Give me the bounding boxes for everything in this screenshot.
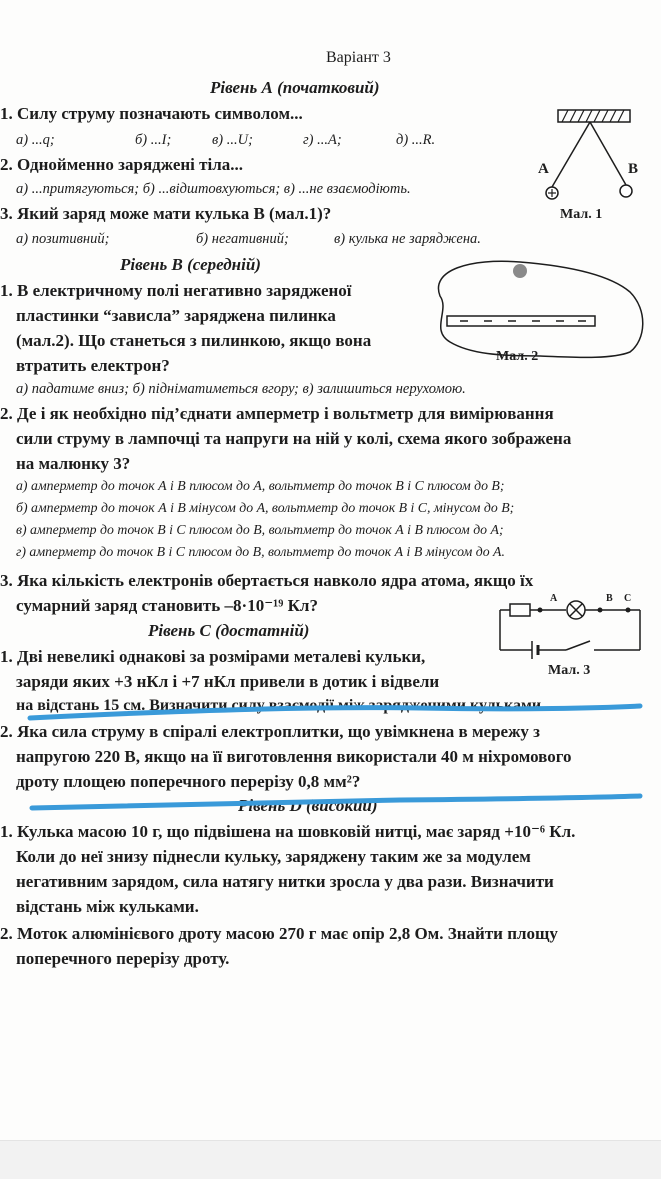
- fig1-label-a: A: [538, 161, 549, 177]
- marker-underline-2: [32, 796, 640, 808]
- fig3-label-b: B: [606, 593, 613, 604]
- b2-option-b: б) амперметр до точок А і В мінусом до А, вольтметр до точок В і С, мінусом до В;: [16, 500, 515, 515]
- a1-option-d: г) ...A;: [303, 132, 342, 148]
- question-d1-line2: Коли до неї знизу піднесли кульку, заряджену таким же за модулем: [16, 847, 531, 866]
- question-c1-line1: 1. Дві невеликі однакові за розмірами металеві кульки,: [0, 647, 426, 666]
- question-d2-line1: 2. Моток алюмінієвого дроту масою 270 г має опір 2,8 Ом. Знайти площу: [0, 924, 558, 943]
- question-b3-line2: сумарний заряд становить –8·10⁻¹⁹ Кл?: [16, 596, 318, 615]
- fig3-label-a: A: [550, 593, 558, 604]
- question-c2-line2: напругою 220 В, якщо на її виготовлення використали 40 м ніхромового: [16, 747, 572, 766]
- a1-option-e: д) ...R.: [396, 132, 436, 148]
- a1-option-a: а) ...q;: [16, 132, 55, 148]
- question-d1-line3: негативним зарядом, сила натягу нитки зросла у два рази. Визначити: [16, 872, 554, 891]
- level-d-heading: Рівень D (високий): [238, 796, 378, 815]
- a2-options: а) ...притягуються; б) ...відштовхуються; в) ...не взаємодіють.: [16, 181, 411, 197]
- question-b2-line3: на малюнку 3?: [16, 454, 131, 473]
- level-a-heading: Рівень А (початковий): [210, 78, 380, 97]
- fig1-label-b: B: [628, 161, 639, 177]
- question-d1-line4: відстань між кульками.: [16, 897, 199, 916]
- b2-option-c: в) амперметр до точок В і С плюсом до В, вольтметр до точок А і В плюсом до А;: [16, 522, 504, 537]
- variant-title: Варіант 3: [326, 49, 391, 66]
- a3-option-c: в) кулька не заряджена.: [334, 231, 481, 247]
- b1-options: а) падатиме вниз; б) підніматиметься вгору; в) залишиться нерухомою.: [16, 381, 466, 397]
- screen-footer: [0, 1140, 661, 1179]
- question-c2-line3: дроту площею поперечного перерізу 0,8 мм²?: [16, 772, 361, 791]
- b2-option-d: г) амперметр до точок В і С плюсом до В, вольтметр до точок А і В мінусом до А.: [16, 544, 505, 559]
- question-b1-line1: 1. В електричному полі негативно зарядженої: [0, 281, 352, 300]
- question-c2-line1: 2. Яка сила струму в спіралі електроплитки, що увімкнена в мережу з: [0, 722, 540, 741]
- level-c-heading: Рівень С (достатній): [148, 621, 310, 640]
- question-b1-line2: пластинки “зависла” заряджена пилинка: [16, 306, 336, 325]
- question-a1: 1. Силу струму позначають символом...: [0, 104, 303, 123]
- question-b1-line4: втратить електрон?: [16, 356, 170, 375]
- question-b1-line3: (мал.2). Що станеться з пилинкою, якщо вона: [16, 331, 372, 350]
- a1-option-b: б) ...I;: [135, 132, 172, 148]
- question-d2-line2: поперечного перерізу дроту.: [16, 949, 230, 968]
- a3-option-b: б) негативний;: [196, 231, 289, 247]
- question-b2-line1: 2. Де і як необхідно під’єднати амперметр і вольтметр для вимірювання: [0, 404, 554, 423]
- question-a3: 3. Який заряд може мати кулька В (мал.1)?: [0, 204, 332, 223]
- question-a2: 2. Однойменно заряджені тіла...: [0, 155, 244, 174]
- a3-option-a: а) позитивний;: [16, 231, 110, 247]
- question-d1-line1: 1. Кулька масою 10 г, що підвішена на шовковій нитці, має заряд +10⁻⁶ Кл.: [0, 822, 576, 841]
- b2-option-a: а) амперметр до точок А і В плюсом до А, вольтметр до точок В і С плюсом до В;: [16, 478, 505, 493]
- level-b-heading: Рівень В (середній): [120, 255, 261, 274]
- fig2-caption: Мал. 2: [496, 349, 539, 364]
- question-b3-line1: 3. Яка кількість електронів обертається навколо ядра атома, якщо їх: [0, 571, 534, 590]
- question-c1-line2: заряди яких +3 нКл і +7 нКл привели в дотик і відвели: [16, 672, 440, 691]
- fig1-caption: Мал. 1: [560, 207, 603, 222]
- fig3-caption: Мал. 3: [548, 663, 591, 678]
- marker-underline-1: [30, 706, 640, 718]
- fig3-label-c: C: [624, 593, 632, 604]
- question-c1-line3: на відстань 15 см. Визначити силу взаємодії між зарядженими кульками: [16, 697, 542, 714]
- a1-option-c: в) ...U;: [212, 132, 253, 148]
- question-b2-line2: сили струму в лампочці та напруги на ній у колі, схема якого зображена: [16, 429, 572, 448]
